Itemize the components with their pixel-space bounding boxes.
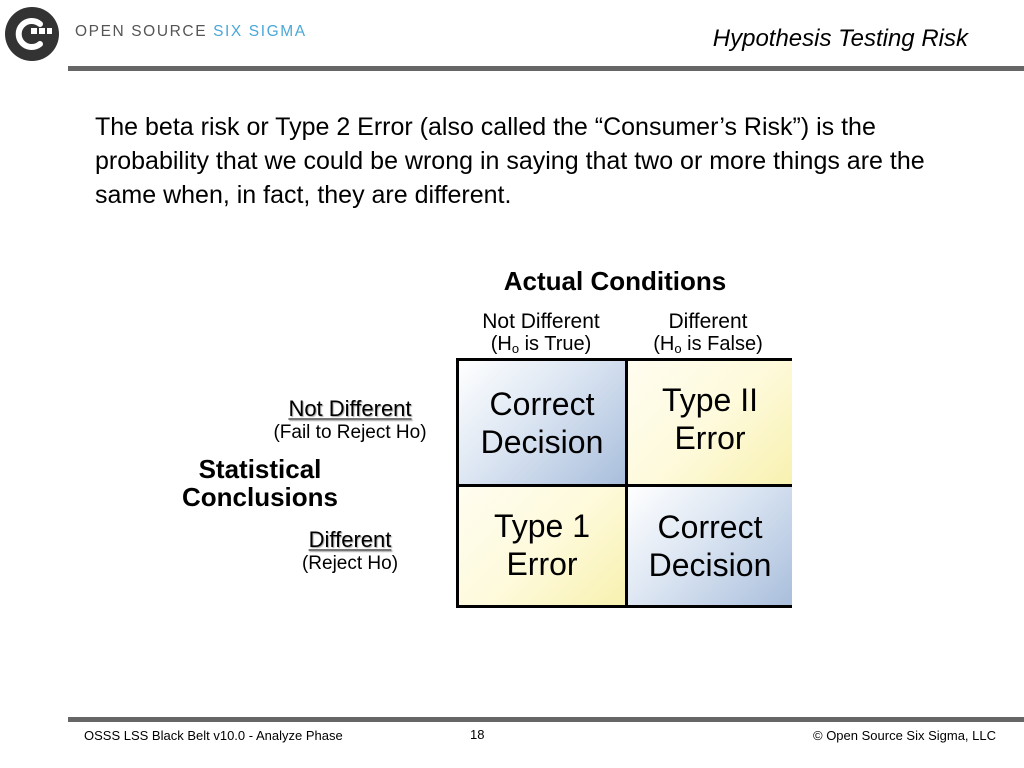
- brand-name: [75, 23, 307, 41]
- matrix-horizontal-divider: [459, 484, 789, 487]
- column-sublabel-part: (H: [490, 333, 512, 355]
- column-header-different: [624, 311, 792, 355]
- intro-paragraph: The beta risk or Type 2 Error (also called the “Consumer’s Risk”) is the probability that we could be wrong in saying that two or more things are the same when, in fact, they are different.: [95, 113, 925, 209]
- cell-type-ii-error: [628, 361, 792, 484]
- logo-mark-icon: [5, 7, 59, 61]
- header-divider: [68, 66, 1024, 71]
- cell-text: Decision: [648, 547, 772, 583]
- row-label: Not Different: [288, 396, 412, 421]
- cell-text: Decision: [480, 423, 604, 460]
- row-header-not-different: [255, 396, 445, 444]
- cell-type-1-error: [459, 487, 625, 605]
- error-matrix: [456, 358, 792, 608]
- cell-correct-decision-top: [459, 361, 625, 484]
- statistical-conclusions-line2: Conclusions: [181, 482, 338, 512]
- column-sublabel-part: is False): [681, 333, 763, 355]
- brand-name-part2: SIX SIGMA: [213, 23, 307, 40]
- cell-text: Error: [674, 420, 746, 456]
- footer-copyright: © Open Source Six Sigma, LLC: [813, 728, 996, 743]
- row-label: Different: [308, 527, 392, 552]
- statistical-conclusions-line1: Statistical: [198, 454, 322, 484]
- page-number: 18: [470, 727, 485, 742]
- row-sublabel: (Reject Ho): [301, 553, 399, 574]
- cell-correct-decision-bottom: [628, 487, 792, 605]
- company-logo: [5, 7, 59, 61]
- column-sublabel-part: is True): [519, 333, 592, 355]
- brand-name-part1: OPEN SOURCE: [75, 23, 214, 40]
- slide-title: Hypothesis Testing Risk: [712, 25, 968, 52]
- column-header-not-different: [456, 311, 626, 355]
- cell-text: Correct: [657, 509, 763, 545]
- cell-text: Type 1: [493, 508, 591, 544]
- statistical-conclusions-heading: [160, 455, 360, 511]
- column-label: Different: [668, 310, 748, 333]
- footer-divider: [68, 717, 1024, 722]
- column-sublabel-subscript: o: [674, 341, 682, 356]
- cell-text: Type II: [661, 382, 759, 418]
- column-sublabel-part: (H: [653, 333, 675, 355]
- column-sublabel-subscript: o: [511, 341, 520, 356]
- column-sublabel: [624, 333, 792, 355]
- cell-text: Error: [506, 546, 578, 582]
- cell-text: Correct: [489, 385, 595, 422]
- actual-conditions-heading: Actual Conditions: [503, 266, 727, 296]
- column-sublabel: [456, 333, 626, 355]
- row-sublabel: (Fail to Reject Ho): [273, 422, 427, 443]
- matrix-vertical-divider: [625, 361, 628, 605]
- footer-course-label: OSSS LSS Black Belt v10.0 - Analyze Phase: [84, 728, 343, 743]
- row-header-different: [285, 527, 415, 575]
- column-label: Not Different: [482, 310, 600, 333]
